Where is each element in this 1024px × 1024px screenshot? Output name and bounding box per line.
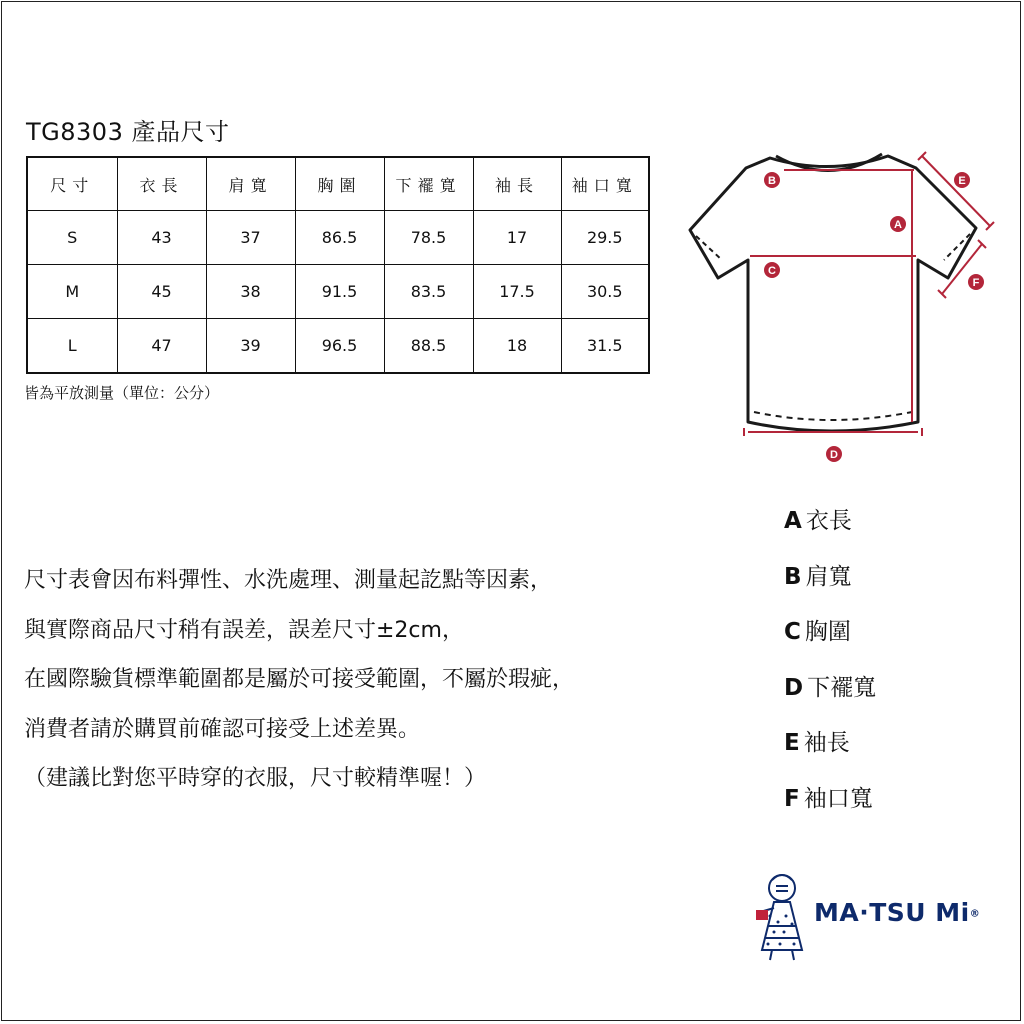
table-row (27, 211, 649, 265)
table-cell: 17 (473, 211, 561, 265)
svg-text:C: C (768, 265, 776, 277)
disclaimer-line: 與實際商品尺寸稍有誤差，誤差尺寸±2cm， (24, 617, 464, 643)
table-cell: 96.5 (295, 319, 384, 374)
t-shirt-measurement-diagram (680, 140, 1000, 470)
table-cell: 30.5 (561, 265, 649, 319)
legend-label: 下襬寬 (807, 674, 877, 701)
legend-label: 肩寬 (805, 563, 852, 590)
table-cell: 78.5 (384, 211, 473, 265)
svg-text:E: E (958, 175, 966, 187)
table-cell: 38 (206, 265, 295, 319)
table-cell: 88.5 (384, 319, 473, 374)
legend-item (784, 494, 876, 550)
disclaimer-line: 消費者請於購買前確認可接受上述差異。 (24, 716, 421, 742)
legend-label: 袖長 (803, 730, 850, 756)
table-row (27, 319, 649, 374)
table-cell: 17.5 (473, 265, 561, 319)
legend-letter: E (784, 730, 800, 756)
table-cell: 29.5 (561, 211, 649, 265)
legend-letter: A (784, 508, 802, 534)
marker-b (764, 172, 780, 188)
legend-item (784, 605, 876, 661)
table-row (27, 265, 649, 319)
legend-item (784, 550, 876, 606)
header-sleeve-length: 袖長 (473, 157, 561, 211)
marker-d (826, 446, 842, 462)
table-header-row (27, 157, 649, 211)
page-title: TG8303 產品尺寸 (26, 118, 230, 146)
disclaimer-line: 在國際驗貨標準範圍都是屬於可接受範圍，不屬於瑕疵， (24, 667, 575, 692)
legend-letter: F (784, 785, 800, 812)
table-cell: S (27, 211, 117, 265)
table-cell: 86.5 (295, 211, 384, 265)
table-cell: 47 (117, 319, 206, 374)
disclaimer-paragraph (24, 556, 574, 804)
legend-item (784, 772, 876, 828)
table-cell: 37 (206, 211, 295, 265)
table-cell: 45 (117, 265, 206, 319)
legend-label: 衣長 (805, 508, 852, 534)
t-shirt-icon (690, 154, 976, 431)
svg-text:F: F (972, 277, 980, 289)
legend-item (784, 661, 876, 717)
header-chest: 胸圍 (295, 157, 384, 211)
header-length: 衣長 (117, 157, 206, 211)
marker-e (954, 172, 970, 188)
disclaimer-line: （建議比對您平時穿的衣服，尺寸較精準喔！） (24, 766, 487, 791)
girl-mascot-logo (748, 866, 812, 962)
header-shoulder: 肩寬 (206, 157, 295, 211)
measurement-legend (784, 494, 876, 827)
disclaimer-line: 尺寸表會因布料彈性、水洗處理、測量起訖點等因素， (24, 568, 553, 593)
legend-label: 胸圍 (804, 619, 851, 645)
table-cell: 39 (206, 319, 295, 374)
table-cell: 83.5 (384, 265, 473, 319)
table-cell: M (27, 265, 117, 319)
registered-mark: ® (969, 908, 981, 920)
legend-letter: B (784, 563, 802, 590)
table-cell: 18 (473, 319, 561, 374)
legend-item (784, 716, 876, 772)
table-cell: 91.5 (295, 265, 384, 319)
brand-name: MA·TSU Mi (814, 898, 970, 927)
brand-logo-text (814, 898, 980, 927)
header-size: 尺寸 (27, 157, 117, 211)
svg-text:B: B (768, 175, 776, 187)
measurement-note: 皆為平放測量（單位：公分） (24, 384, 220, 402)
header-cuff: 袖口寬 (561, 157, 649, 211)
header-hem: 下襬寬 (384, 157, 473, 211)
legend-letter: C (784, 619, 801, 645)
svg-text:D: D (830, 449, 838, 461)
marker-f (968, 274, 984, 290)
table-cell: 31.5 (561, 319, 649, 374)
legend-letter: D (784, 674, 804, 701)
table-cell: L (27, 319, 117, 374)
size-table (26, 156, 650, 374)
table-cell: 43 (117, 211, 206, 265)
marker-a (890, 216, 906, 232)
legend-label: 袖口寬 (803, 785, 873, 812)
svg-text:A: A (894, 219, 902, 231)
marker-c (764, 262, 780, 278)
